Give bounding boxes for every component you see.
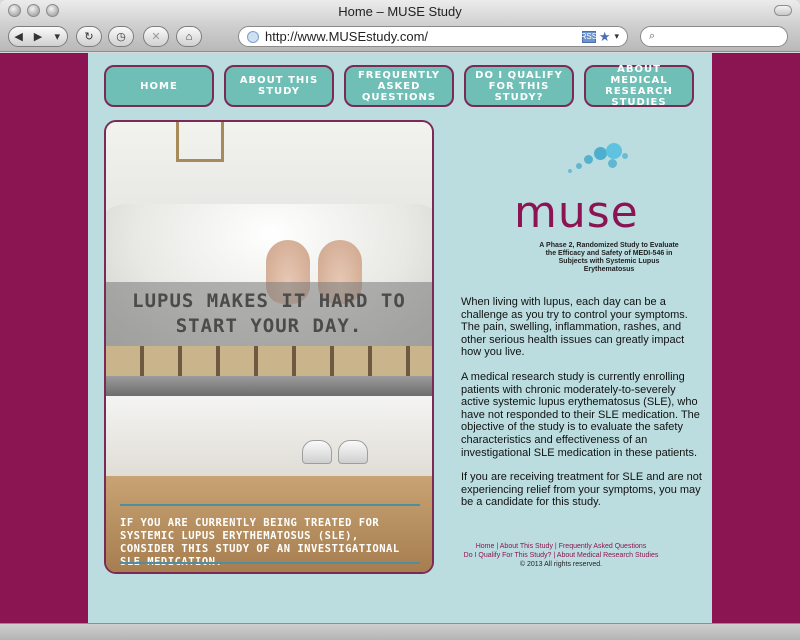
- body-paragraph: If you are receiving treatment for SLE and are not experiencing relief from your symptoms, you may be a candidate for this study.: [461, 471, 702, 509]
- back-icon[interactable]: ◀: [14, 31, 23, 43]
- footer-link-qualify[interactable]: Do I Qualify For This Study?: [463, 552, 552, 559]
- nav-about-study[interactable]: ABOUT THIS STUDY: [224, 65, 334, 107]
- stop-icon: ✕: [151, 31, 161, 43]
- bed-slats: [106, 346, 432, 376]
- sneakers-illustration: [302, 440, 372, 464]
- clock-icon: ◷: [116, 31, 126, 43]
- footer-separator: |: [553, 552, 556, 559]
- bookmark-star-icon[interactable]: ★: [598, 28, 611, 44]
- stop-button[interactable]: [143, 26, 169, 47]
- footer-row-2: [461, 551, 661, 560]
- footer-separator: |: [496, 543, 499, 550]
- window-title: Home – MUSE Study: [338, 4, 462, 19]
- browser-toolbar: [0, 22, 800, 52]
- main-nav: [104, 65, 704, 107]
- address-bar[interactable]: [238, 26, 628, 47]
- toolbar-toggle-button[interactable]: [774, 5, 792, 16]
- chevron-down-icon[interactable]: ▾: [54, 31, 61, 43]
- hero-headline: LUPUS MAKES IT HARD TO START YOUR DAY.: [106, 282, 432, 346]
- sneaker: [338, 440, 368, 464]
- window-titlebar: [0, 0, 800, 22]
- footer-link-faq[interactable]: Frequently Asked Questions: [558, 543, 647, 550]
- forward-icon[interactable]: ▶: [33, 31, 43, 43]
- reload-icon: ↻: [84, 31, 94, 43]
- divider: [120, 562, 420, 564]
- browser-statusbar: [0, 623, 800, 640]
- footer-link-home[interactable]: Home: [475, 543, 495, 550]
- muse-logo: [514, 143, 639, 243]
- footer-separator: |: [554, 543, 557, 550]
- footer-row-1: [461, 542, 661, 551]
- nav-home[interactable]: HOME: [104, 65, 214, 107]
- address-url[interactable]: http://www.MUSEstudy.com/: [265, 29, 429, 44]
- body-paragraph: When living with lupus, each day can be a challenge as you try to control your symptoms. The pain, swelling, inflammation, rashes, and other serious health issues can greatly impact how you live.: [461, 296, 688, 359]
- home-button[interactable]: [176, 26, 202, 47]
- nav-do-i-qualify[interactable]: DO I QUALIFY FOR THIS STUDY?: [464, 65, 574, 107]
- bed-rail: [106, 376, 432, 396]
- history-button[interactable]: [108, 26, 134, 47]
- footer-link-about[interactable]: About This Study: [499, 543, 553, 550]
- under-bed: [106, 396, 432, 476]
- chevron-down-icon[interactable]: ▾: [614, 31, 619, 41]
- footer-link-research[interactable]: About Medical Research Studies: [556, 552, 659, 559]
- globe-icon: [247, 31, 259, 43]
- divider: [120, 504, 420, 506]
- intro-copy: [461, 296, 706, 521]
- study-tagline: A Phase 2, Randomized Study to Evaluate the Efficacy and Safety of MEDI-546 in Subjects with Systemic Lupus Erythematosus: [539, 242, 679, 273]
- copyright: © 2013 All rights reserved.: [519, 561, 603, 568]
- content-area: [88, 53, 712, 623]
- body-paragraph: A medical research study is currently enrolling patients with chronic moderately-to-severely active systemic lupus erythematosus (SLE), who have not responded to their SLE medication. The objective of the study is to evaluate the safety characteristics and effectiveness of an investigational SLE medication in these patients.: [461, 370, 700, 459]
- back-forward-group: [8, 26, 68, 47]
- rss-icon[interactable]: RSS: [580, 32, 598, 41]
- hero-panel: [104, 120, 434, 574]
- reload-button[interactable]: [76, 26, 102, 47]
- search-field[interactable]: [640, 26, 788, 47]
- nav-about-research[interactable]: ABOUT MEDICAL RESEARCH STUDIES: [584, 65, 694, 107]
- footer: [461, 542, 661, 569]
- sneaker: [302, 440, 332, 464]
- search-icon: ⌕: [649, 30, 656, 42]
- nav-faq[interactable]: FREQUENTLY ASKED QUESTIONS: [344, 65, 454, 107]
- home-icon: ⌂: [185, 30, 193, 43]
- page-background: [0, 53, 800, 623]
- picture-frame: [176, 120, 224, 162]
- logo-wordmark: muse: [514, 187, 639, 238]
- hero-cta-text: IF YOU ARE CURRENTLY BEING TREATED FOR SYSTEMIC LUPUS ERYTHEMATOSUS (SLE), CONSIDER THIS STUDY OF AN INVESTIGATIONAL: [120, 517, 400, 555]
